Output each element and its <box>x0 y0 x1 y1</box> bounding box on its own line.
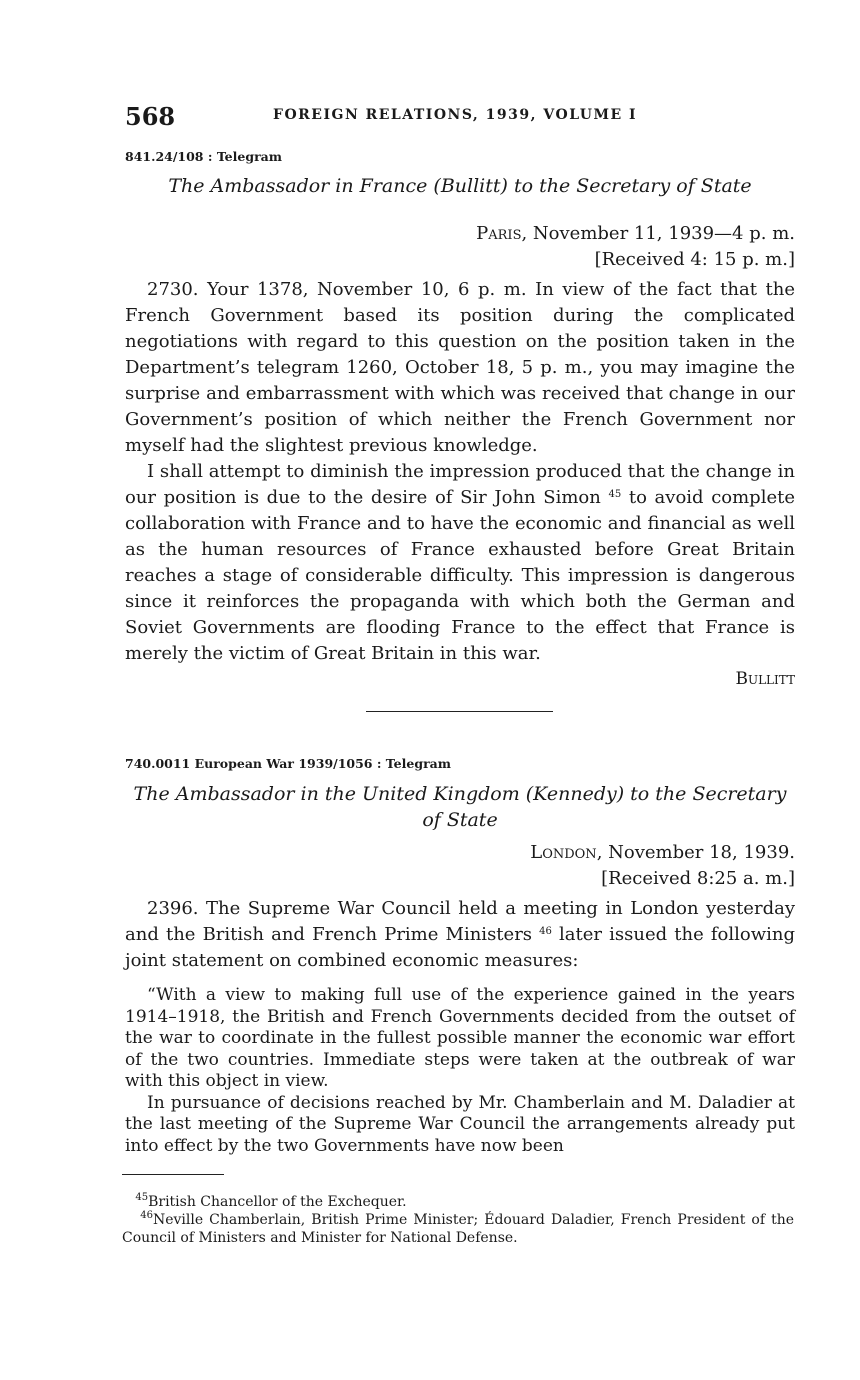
doc1-signature: Bullitt <box>735 669 795 689</box>
joint-statement-quote <box>125 985 795 1157</box>
footnote-divider <box>122 1174 224 1175</box>
doc2-paragraph-1-text-a: 2396. The Supreme War Council held a meeting in London yesterday and the British and French Prime Ministers <box>125 898 795 945</box>
quote-paragraph-2: In pursuance of decisions reached by Mr. Chamberlain and M. Daladier at the last meeting of the Supreme War Council the arrangements already put into effect by the two Governments have now been <box>125 1092 795 1156</box>
footnote-ref-45: 45 <box>608 489 622 500</box>
footnote-45-text: British Chancellor of the Exchequer. <box>148 1194 407 1210</box>
doc2-place: London <box>530 842 597 863</box>
doc2-date: , November 18, 1939. <box>596 842 795 863</box>
doc1-dateline <box>476 221 795 247</box>
doc1-body <box>125 277 795 667</box>
section-divider <box>366 711 553 712</box>
doc2-heading-line-2: of State <box>422 809 498 831</box>
footnotes <box>122 1193 794 1247</box>
doc2-paragraph-1 <box>125 896 795 974</box>
running-title: FOREIGN RELATIONS, 1939, VOLUME I <box>273 107 638 123</box>
footnote-45 <box>122 1193 794 1211</box>
footnote-mark-45: 45 <box>135 1192 149 1203</box>
doc2-file-number: 740.0011 European War 1939/1056 : Telegram <box>125 756 451 771</box>
footnote-46-text: Neville Chamberlain, British Prime Minister; Édouard Daladier, French President of the Council of Ministers and Minister for National Defense. <box>122 1212 794 1246</box>
doc1-paragraph-2 <box>125 459 795 667</box>
doc2-paragraph-1-text-b: later issued the following joint statement on combined economic measures: <box>125 924 795 971</box>
doc1-file-number: 841.24/108 : Telegram <box>125 149 282 164</box>
doc1-paragraph-2-text-b: to avoid complete collaboration with France and to have the economic and financial as well as the human resources of France exhausted before Great Britain reaches a stage of considerable difficulty. This impression is dangerous since it reinforces the propaganda with which both the German and Soviet Governments are flooding France to the effect that France is merely the victim of Great Britain in this war. <box>125 487 795 664</box>
footnote-ref-46: 46 <box>539 926 552 937</box>
doc2-dateline <box>530 840 795 866</box>
doc1-place: Paris <box>476 223 522 244</box>
doc2-heading-line-1: The Ambassador in the United Kingdom (Kennedy) to the Secretary <box>133 783 787 805</box>
quote-paragraph-1: “With a view to making full use of the experience gained in the years 1914–1918, the British and French Governments decided from the outset of the war to coordinate in the fullest possible manner the economic war effort of the two countries. Immediate steps were taken at the outbreak of war with this object in view. <box>125 985 795 1091</box>
doc1-received: [Received 4: 15 p. m.] <box>594 249 795 270</box>
doc1-heading: The Ambassador in France (Bullitt) to the Secretary of State <box>168 175 752 197</box>
footnote-mark-46: 46 <box>140 1210 153 1221</box>
page-number: 568 <box>125 102 176 131</box>
doc1-paragraph-2-text-a: I shall attempt to diminish the impression produced that the change in our position is due to the desire of Sir John Simon <box>125 461 795 508</box>
doc2-body <box>125 896 795 974</box>
doc1-date: , November 11, 1939—4 p. m. <box>521 223 795 244</box>
footnote-46 <box>122 1211 794 1247</box>
doc1-paragraph-1: 2730. Your 1378, November 10, 6 p. m. In view of the fact that the French Government based its position during the complicated negotiations with regard to this question on the position taken in the Department’s telegram 1260, October 18, 5 p. m., you may imagine the surprise and embarrassment with which was received that change in our Government’s position of which neither the French Government nor myself had the slightest previous knowledge. <box>125 279 795 456</box>
doc2-received: [Received 8:25 a. m.] <box>601 868 795 889</box>
doc2-heading <box>125 781 795 833</box>
